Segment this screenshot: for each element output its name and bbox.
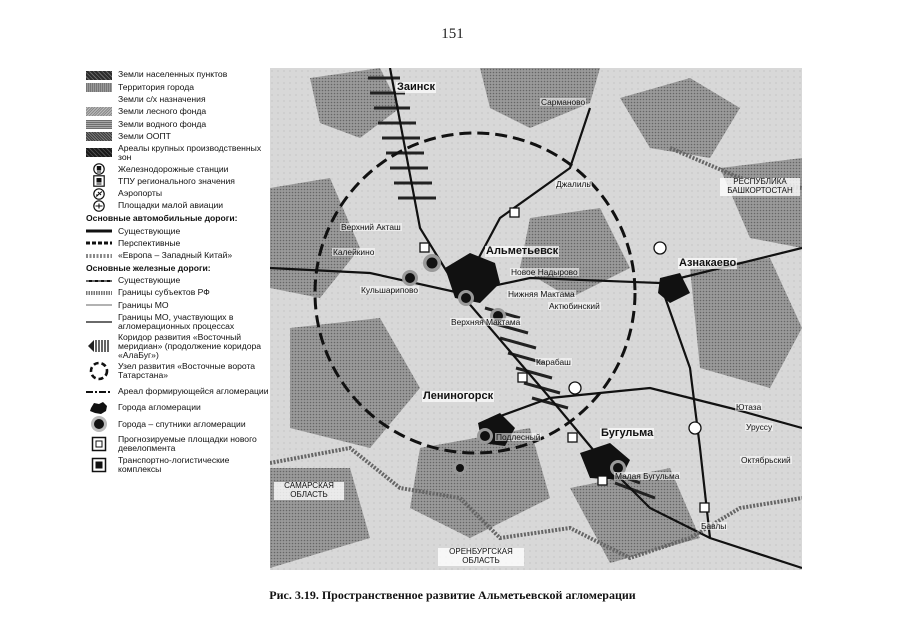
label-orenburgskaya: ОРЕНБУРГСКАЯ ОБЛАСТЬ: [438, 548, 524, 566]
legend-item-small-aviation: Площадки малой авиации: [86, 201, 271, 211]
legend-item-water-land: Земли водного фонда: [86, 119, 271, 129]
label-sarmanovo: Сарманово: [541, 97, 586, 107]
label-dzhalil: Джалиль: [556, 179, 591, 189]
map-legend: [86, 70, 271, 476]
municipal-boundary-line: [86, 300, 112, 310]
legend-item-agglomeration-area: Ареал формирующейся агломерации: [86, 383, 271, 401]
road-planned-line: [86, 238, 112, 248]
legend-item-airport: Аэропорты: [86, 189, 271, 199]
legend-item-development-corridor: Коридор развития «Восточный меридиан» (продолжение коридора «АлаБуг»): [86, 333, 271, 360]
rail-existing-line: [86, 276, 112, 286]
protected-area-swatch: [86, 131, 112, 141]
railway-station-icon: [86, 164, 112, 174]
legend-item-forest-land: Земли лесного фонда: [86, 107, 271, 117]
label-nizhnyaya-maktama: Нижняя Мактама: [508, 289, 575, 299]
legend-item-road-europe-china: «Европа – Западный Китай»: [86, 251, 271, 261]
road-europe-china-line: [86, 251, 112, 261]
legend-item-road-existing: Существующие: [86, 226, 271, 236]
page-number: 151: [441, 26, 464, 42]
map-canvas: [270, 68, 802, 570]
label-novoe-nadyrovo: Новое Надырово: [511, 267, 578, 277]
label-leninogorsk: Лениногорск: [423, 390, 494, 402]
agglomeration-map: [270, 68, 802, 570]
logistics-complex-icon: [86, 460, 112, 470]
legend-item-agricultural-land: Земли с/х назначения: [86, 95, 271, 105]
legend-item-transport-hub: ТПУ регионального значения: [86, 176, 271, 186]
settlement-land-swatch: [86, 70, 112, 80]
agglomeration-city-icon: [86, 403, 112, 413]
legend-item-settlement-land: Земли населенных пунктов: [86, 70, 271, 80]
forest-land-swatch: [86, 107, 112, 117]
figure-caption: Рис. 3.19. Пространственное развитие Альметьевской агломерации: [269, 588, 636, 602]
label-karabash: Карабаш: [536, 357, 571, 367]
label-podlesny: Подлесный: [496, 432, 541, 442]
label-verkhniy-aktash: Верхний Акташ: [341, 222, 401, 232]
legend-rail-heading: Основные железные дороги:: [86, 262, 211, 273]
legend-item-industrial-zone: Ареалы крупных производственных зон: [86, 144, 271, 162]
road-existing-line: [86, 226, 112, 236]
label-bavly: Бавлы: [701, 521, 727, 531]
new-development-icon: [86, 439, 112, 449]
agglomeration-municipal-boundary-line: [86, 317, 112, 327]
label-kalejkino: Калейкино: [333, 247, 375, 257]
region-boundary-line: [86, 288, 112, 298]
label-aktyubinskiy: Актюбинский: [549, 301, 600, 311]
legend-item-agglomeration-municipal-boundary: Границы МО, участвующих в агломерационных процессах: [86, 313, 271, 331]
legend-roads-heading: Основные автомобильные дороги:: [86, 213, 238, 223]
label-aznakaevo: Азнакаево: [679, 257, 737, 269]
water-land-swatch: [86, 119, 112, 129]
label-almetyevsk: Альметьевск: [486, 245, 559, 257]
label-verkhnyaya-maktama: Верхняя Мактама: [451, 317, 521, 327]
label-malaya-bugulma: Малая Бугульма: [615, 471, 680, 481]
legend-item-satellite-cities: Города – спутники агломерации: [86, 415, 271, 433]
agglomeration-area-line: [86, 387, 112, 397]
agricultural-land-swatch: [86, 95, 112, 105]
development-node-icon: [86, 366, 112, 376]
legend-item-municipal-boundary: Границы МО: [86, 300, 271, 310]
airport-icon: [86, 189, 112, 199]
label-oktyabrskiy: Октябрьский: [741, 455, 791, 465]
legend-item-agglomeration-cities: Города агломерации: [86, 403, 271, 413]
development-corridor-icon: [86, 341, 112, 351]
label-bugulma: Бугульма: [601, 427, 654, 439]
legend-item-road-planned: Перспективные: [86, 238, 271, 248]
city-territory-swatch: [86, 82, 112, 92]
label-zainsk: Заинск: [397, 81, 436, 93]
legend-item-new-development: Прогнозируемые площадки нового девелопмента: [86, 435, 271, 453]
legend-item-development-node: Узел развития «Восточные ворота Татарстана»: [86, 362, 271, 380]
legend-item-railway-station: Железнодорожные станции: [86, 164, 271, 174]
label-urussu: Уруссу: [746, 422, 773, 432]
label-bashkortostan: РЕСПУБЛИКА БАШКОРТОСТАН: [720, 178, 800, 196]
industrial-zone-swatch: [86, 148, 112, 158]
legend-item-region-boundary: Границы субъектов РФ: [86, 288, 271, 298]
transport-hub-icon: [86, 176, 112, 186]
small-aviation-icon: [86, 201, 112, 211]
legend-item-logistics-complex: Транспортно-логистические комплексы: [86, 456, 271, 474]
label-samarskaya: САМАРСКАЯ ОБЛАСТЬ: [274, 482, 344, 500]
label-yutaza: Ютаза: [736, 402, 762, 412]
label-kulsharipovo: Кульшарипово: [361, 285, 419, 295]
satellite-city-icon: [86, 419, 112, 429]
legend-item-city-territory: Территория города: [86, 82, 271, 92]
legend-item-protected-area: Земли ООПТ: [86, 131, 271, 141]
legend-item-rail-existing: Существующие: [86, 276, 271, 286]
